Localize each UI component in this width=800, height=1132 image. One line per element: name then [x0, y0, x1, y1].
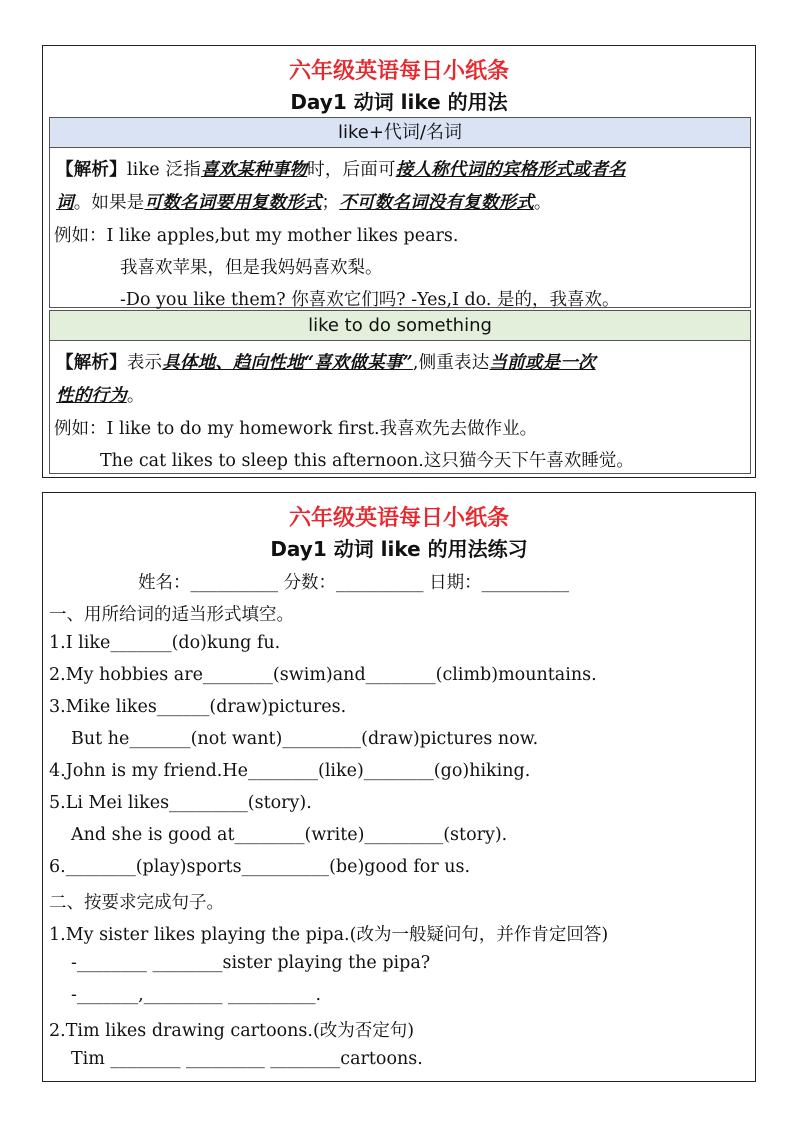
student-info-line: 姓名：__________ 分数：__________ 日期：__________ [138, 573, 570, 593]
explanation-line-2: 词。如果是可数名词要用复数形式；不可数名词没有复数形式。 [56, 193, 552, 213]
card-title-red: 六年级英语每日小纸条 [288, 506, 509, 531]
explanation-line-2: 性的行为。 [56, 386, 145, 406]
question-3: 3.Mike likes______(draw)pictures. [49, 697, 347, 717]
question-5: 5.Li Mei likes_________(story). [49, 793, 312, 813]
card-title-red: 六年级英语每日小纸条 [288, 59, 509, 84]
grammar-note-card [42, 45, 756, 478]
exercise-card [42, 492, 756, 1082]
explanation-line-1: 【解析】表示具体地、趋向性地“喜欢做某事”,侧重表达当前或是一次 [56, 353, 596, 373]
section-header-like-to-do: like to do something [49, 310, 751, 341]
explanation-line-1: 【解析】like 泛指喜欢某种事物时，后面可接人称代词的宾格形式或者名 [56, 160, 626, 180]
explanation-box-2 [49, 341, 751, 474]
question-5-continued: And she is good at________(write)_________(story). [71, 825, 508, 845]
example-line-1: 例如：I like apples,but my mother likes pears. [54, 226, 459, 246]
card-title: Day1 动词 like 的用法 [290, 90, 508, 114]
question-4: 4.John is my friend.He________(like)________(go)hiking. [49, 761, 531, 781]
section-heading-sentences: 二、按要求完成句子。 [49, 893, 224, 913]
sentence-task-1-answer: -_______,_________ __________. [71, 985, 322, 1005]
section-header-like-noun: like+代词/名词 [49, 117, 751, 148]
example-line-1: 例如：I like to do my homework first.我喜欢先去做作业。 [54, 419, 538, 439]
question-2: 2.My hobbies are________(swim)and________(climb)mountains. [49, 665, 597, 685]
section-heading-fill-blank: 一、用所给词的适当形式填空。 [49, 605, 294, 625]
sentence-task-2-answer: Tim ________ _________ ________cartoons. [71, 1049, 423, 1069]
sentence-task-2: 2.Tim likes drawing cartoons.(改为否定句) [49, 1021, 415, 1041]
question-6: 6.________(play)sports__________(be)good for us. [49, 857, 471, 877]
explanation-box-1 [49, 148, 751, 308]
question-3-continued: But he_______(not want)_________(draw)pictures now. [71, 729, 539, 749]
sentence-task-1-question: -________ ________sister playing the pipa? [71, 953, 431, 973]
example-line-2: The cat likes to sleep this afternoon.这只猫今天下午喜欢睡觉。 [100, 451, 634, 471]
example-line-3: -Do you like them? 你喜欢它们吗? -Yes,I do. 是的，我喜欢。 [120, 290, 620, 310]
question-1: 1.I like_______(do)kung fu. [49, 633, 281, 653]
example-line-2: 我喜欢苹果，但是我妈妈喜欢梨。 [120, 258, 383, 278]
card-title: Day1 动词 like 的用法练习 [270, 537, 528, 561]
sentence-task-1: 1.My sister likes playing the pipa.(改为一般疑问句，并作肯定回答) [49, 925, 609, 945]
